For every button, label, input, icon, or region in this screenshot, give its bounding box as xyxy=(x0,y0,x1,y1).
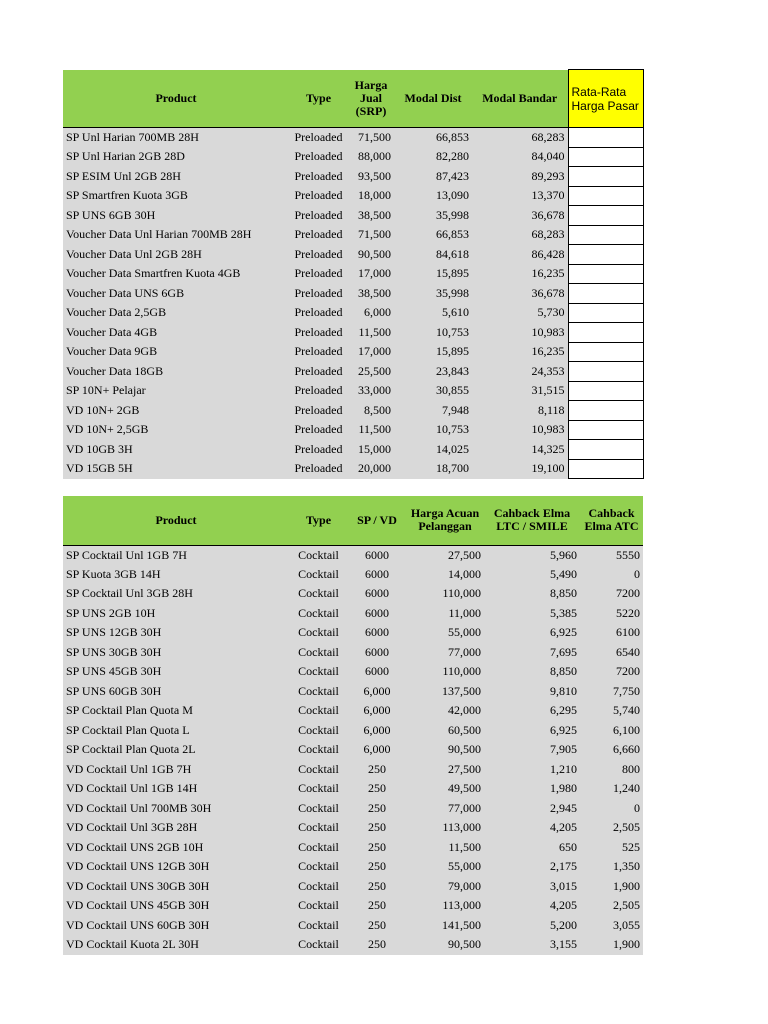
table-cell: Preloaded xyxy=(289,459,348,479)
table-cell[interactable] xyxy=(568,323,643,343)
table-cell: 66,853 xyxy=(394,225,472,245)
table-cell: 55,000 xyxy=(406,857,484,877)
table-cell: 1,240 xyxy=(580,779,643,799)
table-cell: 33,000 xyxy=(348,381,394,401)
table-cell: Cocktail xyxy=(289,799,348,819)
table-cell: 87,423 xyxy=(394,167,472,187)
table-row xyxy=(63,623,643,643)
table-cell: VD Cocktail Unl 1GB 7H xyxy=(63,760,289,780)
table-cell: VD Cocktail Kuota 2L 30H xyxy=(63,935,289,955)
header-modal-dist: Modal Dist xyxy=(394,70,472,128)
table-cell: SP ESIM Unl 2GB 28H xyxy=(63,167,289,187)
table-cell: 0 xyxy=(580,565,643,585)
table-cell: 18,000 xyxy=(348,186,394,206)
table-cell: 525 xyxy=(580,838,643,858)
table-cell: 1,350 xyxy=(580,857,643,877)
table-cell: 5550 xyxy=(580,545,643,565)
table-cell: 8,500 xyxy=(348,401,394,421)
table-cell[interactable] xyxy=(568,401,643,421)
table-cell: Preloaded xyxy=(289,167,348,187)
table-cell: 6,660 xyxy=(580,740,643,760)
table-row xyxy=(63,206,643,226)
table-cell: 79,000 xyxy=(406,877,484,897)
table-cell: 250 xyxy=(348,877,406,897)
table-cell: 38,500 xyxy=(348,206,394,226)
table-cell: 250 xyxy=(348,896,406,916)
table-cell: 14,325 xyxy=(472,440,568,460)
table-cell: 68,283 xyxy=(472,225,568,245)
table-cell: SP Kuota 3GB 14H xyxy=(63,565,289,585)
table-cell: 90,500 xyxy=(406,935,484,955)
table-cell: 7,750 xyxy=(580,682,643,702)
table-cell: SP Cocktail Plan Quota 2L xyxy=(63,740,289,760)
table-row xyxy=(63,740,643,760)
table-cell: 84,040 xyxy=(472,147,568,167)
table-cell: Cocktail xyxy=(289,877,348,897)
table-cell: 27,500 xyxy=(406,545,484,565)
table-cell: Cocktail xyxy=(289,857,348,877)
table-row xyxy=(63,440,643,460)
price-table-preloaded xyxy=(63,69,644,479)
header-cashback-elma-atc: Cahback Elma ATC xyxy=(580,496,643,545)
table-row xyxy=(63,604,643,624)
table-cell: Cocktail xyxy=(289,896,348,916)
table-row xyxy=(63,916,643,936)
table-cell: SP UNS 45GB 30H xyxy=(63,662,289,682)
table-cell: Preloaded xyxy=(289,128,348,148)
table-cell: 6,100 xyxy=(580,721,643,741)
table-cell: 250 xyxy=(348,799,406,819)
table-row xyxy=(63,401,643,421)
table-cell: 6,000 xyxy=(348,721,406,741)
table-cell: Cocktail xyxy=(289,721,348,741)
table-cell: Cocktail xyxy=(289,565,348,585)
table-cell: Cocktail xyxy=(289,623,348,643)
table-cell: 10,753 xyxy=(394,323,472,343)
table-cell: 14,025 xyxy=(394,440,472,460)
table-cell: 14,000 xyxy=(406,565,484,585)
table-cell: 2,505 xyxy=(580,818,643,838)
table-cell: SP UNS 2GB 10H xyxy=(63,604,289,624)
table-cell: VD 10N+ 2GB xyxy=(63,401,289,421)
table-cell[interactable] xyxy=(568,420,643,440)
table-cell: 5220 xyxy=(580,604,643,624)
table-cell: 86,428 xyxy=(472,245,568,265)
table-cell: Preloaded xyxy=(289,225,348,245)
table-cell: 16,235 xyxy=(472,264,568,284)
table-cell: SP Unl Harian 700MB 28H xyxy=(63,128,289,148)
table-row xyxy=(63,857,643,877)
table-cell: Preloaded xyxy=(289,303,348,323)
table-cell: 49,500 xyxy=(406,779,484,799)
table-cell[interactable] xyxy=(568,459,643,479)
table-cell: Preloaded xyxy=(289,147,348,167)
table-row xyxy=(63,225,643,245)
table-cell: Preloaded xyxy=(289,186,348,206)
table-cell: 1,900 xyxy=(580,935,643,955)
table-cell: 25,500 xyxy=(348,362,394,382)
table-cell: 2,945 xyxy=(484,799,580,819)
table-cell: 6540 xyxy=(580,643,643,663)
table-cell: Preloaded xyxy=(289,206,348,226)
table-cell: 6100 xyxy=(580,623,643,643)
table-cell: 6,000 xyxy=(348,682,406,702)
table-row xyxy=(63,760,643,780)
table-cell: 8,118 xyxy=(472,401,568,421)
table-cell: 10,983 xyxy=(472,323,568,343)
table-cell: 137,500 xyxy=(406,682,484,702)
table-cell: 3,055 xyxy=(580,916,643,936)
table-cell: 250 xyxy=(348,838,406,858)
table-cell: VD Cocktail UNS 45GB 30H xyxy=(63,896,289,916)
table-cell: 6,000 xyxy=(348,701,406,721)
table-row xyxy=(63,643,643,663)
table-row xyxy=(63,721,643,741)
table-cell: Voucher Data 18GB xyxy=(63,362,289,382)
table-cell: 250 xyxy=(348,935,406,955)
table-cell: 5,610 xyxy=(394,303,472,323)
table-row xyxy=(63,342,643,362)
table-cell: Cocktail xyxy=(289,779,348,799)
table-row xyxy=(63,935,643,955)
table-cell: 7,948 xyxy=(394,401,472,421)
table-cell: Cocktail xyxy=(289,643,348,663)
table-cell: 82,280 xyxy=(394,147,472,167)
table-cell: 800 xyxy=(580,760,643,780)
table-cell: 6,925 xyxy=(484,623,580,643)
table-cell: Preloaded xyxy=(289,245,348,265)
table-row xyxy=(63,303,643,323)
table-cell: 71,500 xyxy=(348,128,394,148)
table-cell: 6000 xyxy=(348,545,406,565)
table-row xyxy=(63,545,643,565)
table-cell: 15,895 xyxy=(394,342,472,362)
table-cell: 17,000 xyxy=(348,342,394,362)
table-cell: 250 xyxy=(348,779,406,799)
table-cell: 15,000 xyxy=(348,440,394,460)
table-cell: Cocktail xyxy=(289,760,348,780)
table-cell: Cocktail xyxy=(289,701,348,721)
table-cell: 60,500 xyxy=(406,721,484,741)
table-cell: 1,980 xyxy=(484,779,580,799)
header-cashback-elma-ltc-smile: Cahback Elma LTC / SMILE xyxy=(484,496,580,545)
table-row xyxy=(63,362,643,382)
table-cell: Cocktail xyxy=(289,818,348,838)
table-cell: 68,283 xyxy=(472,128,568,148)
table-cell: Cocktail xyxy=(289,604,348,624)
table-cell: 90,500 xyxy=(406,740,484,760)
table-cell: 3,155 xyxy=(484,935,580,955)
table-cell: 77,000 xyxy=(406,799,484,819)
table-cell: 38,500 xyxy=(348,284,394,304)
price-table-cocktail xyxy=(63,496,643,955)
table-cell: 27,500 xyxy=(406,760,484,780)
table-cell: 13,370 xyxy=(472,186,568,206)
table-cell: 16,235 xyxy=(472,342,568,362)
header-type: Type xyxy=(289,70,348,128)
header-harga-jual: Harga Jual (SRP) xyxy=(348,70,394,128)
table-cell: 15,895 xyxy=(394,264,472,284)
table-cell: SP UNS 12GB 30H xyxy=(63,623,289,643)
table-cell: Preloaded xyxy=(289,381,348,401)
table-cell: 250 xyxy=(348,857,406,877)
table-row xyxy=(63,128,643,148)
table-cell: VD 10N+ 2,5GB xyxy=(63,420,289,440)
table-cell: Cocktail xyxy=(289,545,348,565)
table-cell: Voucher Data Unl Harian 700MB 28H xyxy=(63,225,289,245)
table-cell: 5,740 xyxy=(580,701,643,721)
table-cell: 77,000 xyxy=(406,643,484,663)
table-cell: 31,515 xyxy=(472,381,568,401)
table-row xyxy=(63,584,643,604)
table-cell: SP Cocktail Unl 1GB 7H xyxy=(63,545,289,565)
table-cell[interactable] xyxy=(568,362,643,382)
table-cell[interactable] xyxy=(568,342,643,362)
table-cell: VD 10GB 3H xyxy=(63,440,289,460)
table-cell: 7200 xyxy=(580,584,643,604)
table-cell: VD Cocktail UNS 2GB 10H xyxy=(63,838,289,858)
table-row xyxy=(63,264,643,284)
table-cell: 6,000 xyxy=(348,303,394,323)
table-cell: 17,000 xyxy=(348,264,394,284)
table-cell: VD Cocktail Unl 1GB 14H xyxy=(63,779,289,799)
table-cell: Cocktail xyxy=(289,740,348,760)
table-cell: SP 10N+ Pelajar xyxy=(63,381,289,401)
table-cell: 5,490 xyxy=(484,565,580,585)
table-cell: 113,000 xyxy=(406,818,484,838)
table-cell[interactable] xyxy=(568,440,643,460)
table-cell: 1,210 xyxy=(484,760,580,780)
table-cell[interactable] xyxy=(568,186,643,206)
table-cell[interactable] xyxy=(568,245,643,265)
table-cell: VD Cocktail UNS 60GB 30H xyxy=(63,916,289,936)
header-rata-rata-harga-pasar: Rata-Rata Harga Pasar xyxy=(568,70,643,128)
table-cell: Preloaded xyxy=(289,264,348,284)
table-cell: 5,730 xyxy=(472,303,568,323)
table-cell: 6000 xyxy=(348,565,406,585)
table-cell[interactable] xyxy=(568,284,643,304)
table-cell: 2,175 xyxy=(484,857,580,877)
table-cell: SP Smartfren Kuota 3GB xyxy=(63,186,289,206)
table-row xyxy=(63,284,643,304)
table-cell: 6000 xyxy=(348,643,406,663)
table-cell: 8,850 xyxy=(484,662,580,682)
table-cell: 84,618 xyxy=(394,245,472,265)
table-row xyxy=(63,877,643,897)
table-cell: 250 xyxy=(348,916,406,936)
table-cell: Voucher Data 2,5GB xyxy=(63,303,289,323)
table-cell: SP Cocktail Plan Quota M xyxy=(63,701,289,721)
table-cell: VD Cocktail Unl 700MB 30H xyxy=(63,799,289,819)
table-cell: SP UNS 30GB 30H xyxy=(63,643,289,663)
table-cell: Cocktail xyxy=(289,935,348,955)
table-cell: 5,385 xyxy=(484,604,580,624)
table-row xyxy=(63,701,643,721)
table-cell: 19,100 xyxy=(472,459,568,479)
table-cell: 5,200 xyxy=(484,916,580,936)
header-sp-vd: SP / VD xyxy=(348,496,406,545)
table-cell: 8,850 xyxy=(484,584,580,604)
table-cell: Cocktail xyxy=(289,682,348,702)
table-cell: 11,000 xyxy=(406,604,484,624)
table-cell[interactable] xyxy=(568,128,643,148)
table-cell: SP UNS 60GB 30H xyxy=(63,682,289,702)
table-cell: 110,000 xyxy=(406,584,484,604)
table-cell: 3,015 xyxy=(484,877,580,897)
table-cell: 13,090 xyxy=(394,186,472,206)
table-cell: 10,983 xyxy=(472,420,568,440)
table-cell: 6,295 xyxy=(484,701,580,721)
table-cell: 2,505 xyxy=(580,896,643,916)
table-cell: 4,205 xyxy=(484,896,580,916)
table-cell[interactable] xyxy=(568,303,643,323)
table-cell: Cocktail xyxy=(289,916,348,936)
table-cell: 6,000 xyxy=(348,740,406,760)
table-cell: Voucher Data 9GB xyxy=(63,342,289,362)
table-cell: 7,695 xyxy=(484,643,580,663)
table-cell: VD Cocktail UNS 30GB 30H xyxy=(63,877,289,897)
table-cell: 88,000 xyxy=(348,147,394,167)
table-cell: SP Cocktail Unl 3GB 28H xyxy=(63,584,289,604)
table-cell: VD Cocktail UNS 12GB 30H xyxy=(63,857,289,877)
header-modal-bandar: Modal Bandar xyxy=(472,70,568,128)
table-cell: 6,925 xyxy=(484,721,580,741)
table-cell: 10,753 xyxy=(394,420,472,440)
table-cell: 71,500 xyxy=(348,225,394,245)
table-row xyxy=(63,799,643,819)
table-cell: Preloaded xyxy=(289,401,348,421)
table-row xyxy=(63,186,643,206)
table-cell: VD 15GB 5H xyxy=(63,459,289,479)
table-cell: SP UNS 6GB 30H xyxy=(63,206,289,226)
table-cell: 6000 xyxy=(348,662,406,682)
table-cell: SP Cocktail Plan Quota L xyxy=(63,721,289,741)
table-cell: 93,500 xyxy=(348,167,394,187)
table-cell: 650 xyxy=(484,838,580,858)
table-cell: 110,000 xyxy=(406,662,484,682)
table-cell: 20,000 xyxy=(348,459,394,479)
table-cell: 9,810 xyxy=(484,682,580,702)
table-cell: 90,500 xyxy=(348,245,394,265)
table-cell: 18,700 xyxy=(394,459,472,479)
table-cell: 36,678 xyxy=(472,206,568,226)
table-row xyxy=(63,147,643,167)
table-cell: SP Unl Harian 2GB 28D xyxy=(63,147,289,167)
table-cell: 89,293 xyxy=(472,167,568,187)
table-cell: 11,500 xyxy=(348,420,394,440)
table-row xyxy=(63,779,643,799)
table-row xyxy=(63,381,643,401)
table-row xyxy=(63,818,643,838)
table-cell: Voucher Data UNS 6GB xyxy=(63,284,289,304)
header-type: Type xyxy=(289,496,348,545)
table-row xyxy=(63,838,643,858)
table-row xyxy=(63,323,643,343)
table-cell: Cocktail xyxy=(289,838,348,858)
table-cell: Preloaded xyxy=(289,362,348,382)
table-cell: 1,900 xyxy=(580,877,643,897)
table-cell: 66,853 xyxy=(394,128,472,148)
table-row xyxy=(63,167,643,187)
header-product: Product xyxy=(63,70,289,128)
table-cell: 23,843 xyxy=(394,362,472,382)
table-row xyxy=(63,682,643,702)
table-cell: 11,500 xyxy=(348,323,394,343)
table-cell: 24,353 xyxy=(472,362,568,382)
table-row xyxy=(63,245,643,265)
table-cell: Voucher Data 4GB xyxy=(63,323,289,343)
table-cell[interactable] xyxy=(568,167,643,187)
table-cell: 113,000 xyxy=(406,896,484,916)
table-cell: 6000 xyxy=(348,584,406,604)
table-cell: 250 xyxy=(348,818,406,838)
table-cell: Preloaded xyxy=(289,440,348,460)
table-cell: Preloaded xyxy=(289,284,348,304)
table-header-row xyxy=(63,70,643,128)
table-cell: 250 xyxy=(348,760,406,780)
table-cell: Voucher Data Unl 2GB 28H xyxy=(63,245,289,265)
table-cell: 6000 xyxy=(348,604,406,624)
table-cell: 4,205 xyxy=(484,818,580,838)
table-row xyxy=(63,662,643,682)
table-cell: 35,998 xyxy=(394,206,472,226)
table-row xyxy=(63,565,643,585)
table-cell[interactable] xyxy=(568,264,643,284)
table-cell: Cocktail xyxy=(289,584,348,604)
header-harga-acuan-pelanggan: Harga Acuan Pelanggan xyxy=(406,496,484,545)
table-cell: VD Cocktail Unl 3GB 28H xyxy=(63,818,289,838)
table-cell: 7,905 xyxy=(484,740,580,760)
table-cell: 55,000 xyxy=(406,623,484,643)
table-row xyxy=(63,420,643,440)
table-cell[interactable] xyxy=(568,381,643,401)
table-cell: 36,678 xyxy=(472,284,568,304)
table-cell: 6000 xyxy=(348,623,406,643)
table-header-row xyxy=(63,496,643,545)
table-row xyxy=(63,896,643,916)
table-cell[interactable] xyxy=(568,147,643,167)
table-cell: 42,000 xyxy=(406,701,484,721)
table-cell: 141,500 xyxy=(406,916,484,936)
header-product: Product xyxy=(63,496,289,545)
table-cell[interactable] xyxy=(568,225,643,245)
table-cell[interactable] xyxy=(568,206,643,226)
table-cell: 30,855 xyxy=(394,381,472,401)
table-cell: Preloaded xyxy=(289,342,348,362)
table-cell: Cocktail xyxy=(289,662,348,682)
table-cell: 35,998 xyxy=(394,284,472,304)
table-cell: 7200 xyxy=(580,662,643,682)
table-cell: Preloaded xyxy=(289,323,348,343)
table-row xyxy=(63,459,643,479)
table-cell: Preloaded xyxy=(289,420,348,440)
table-cell: 0 xyxy=(580,799,643,819)
table-cell: 11,500 xyxy=(406,838,484,858)
table-cell: 5,960 xyxy=(484,545,580,565)
table-cell: Voucher Data Smartfren Kuota 4GB xyxy=(63,264,289,284)
